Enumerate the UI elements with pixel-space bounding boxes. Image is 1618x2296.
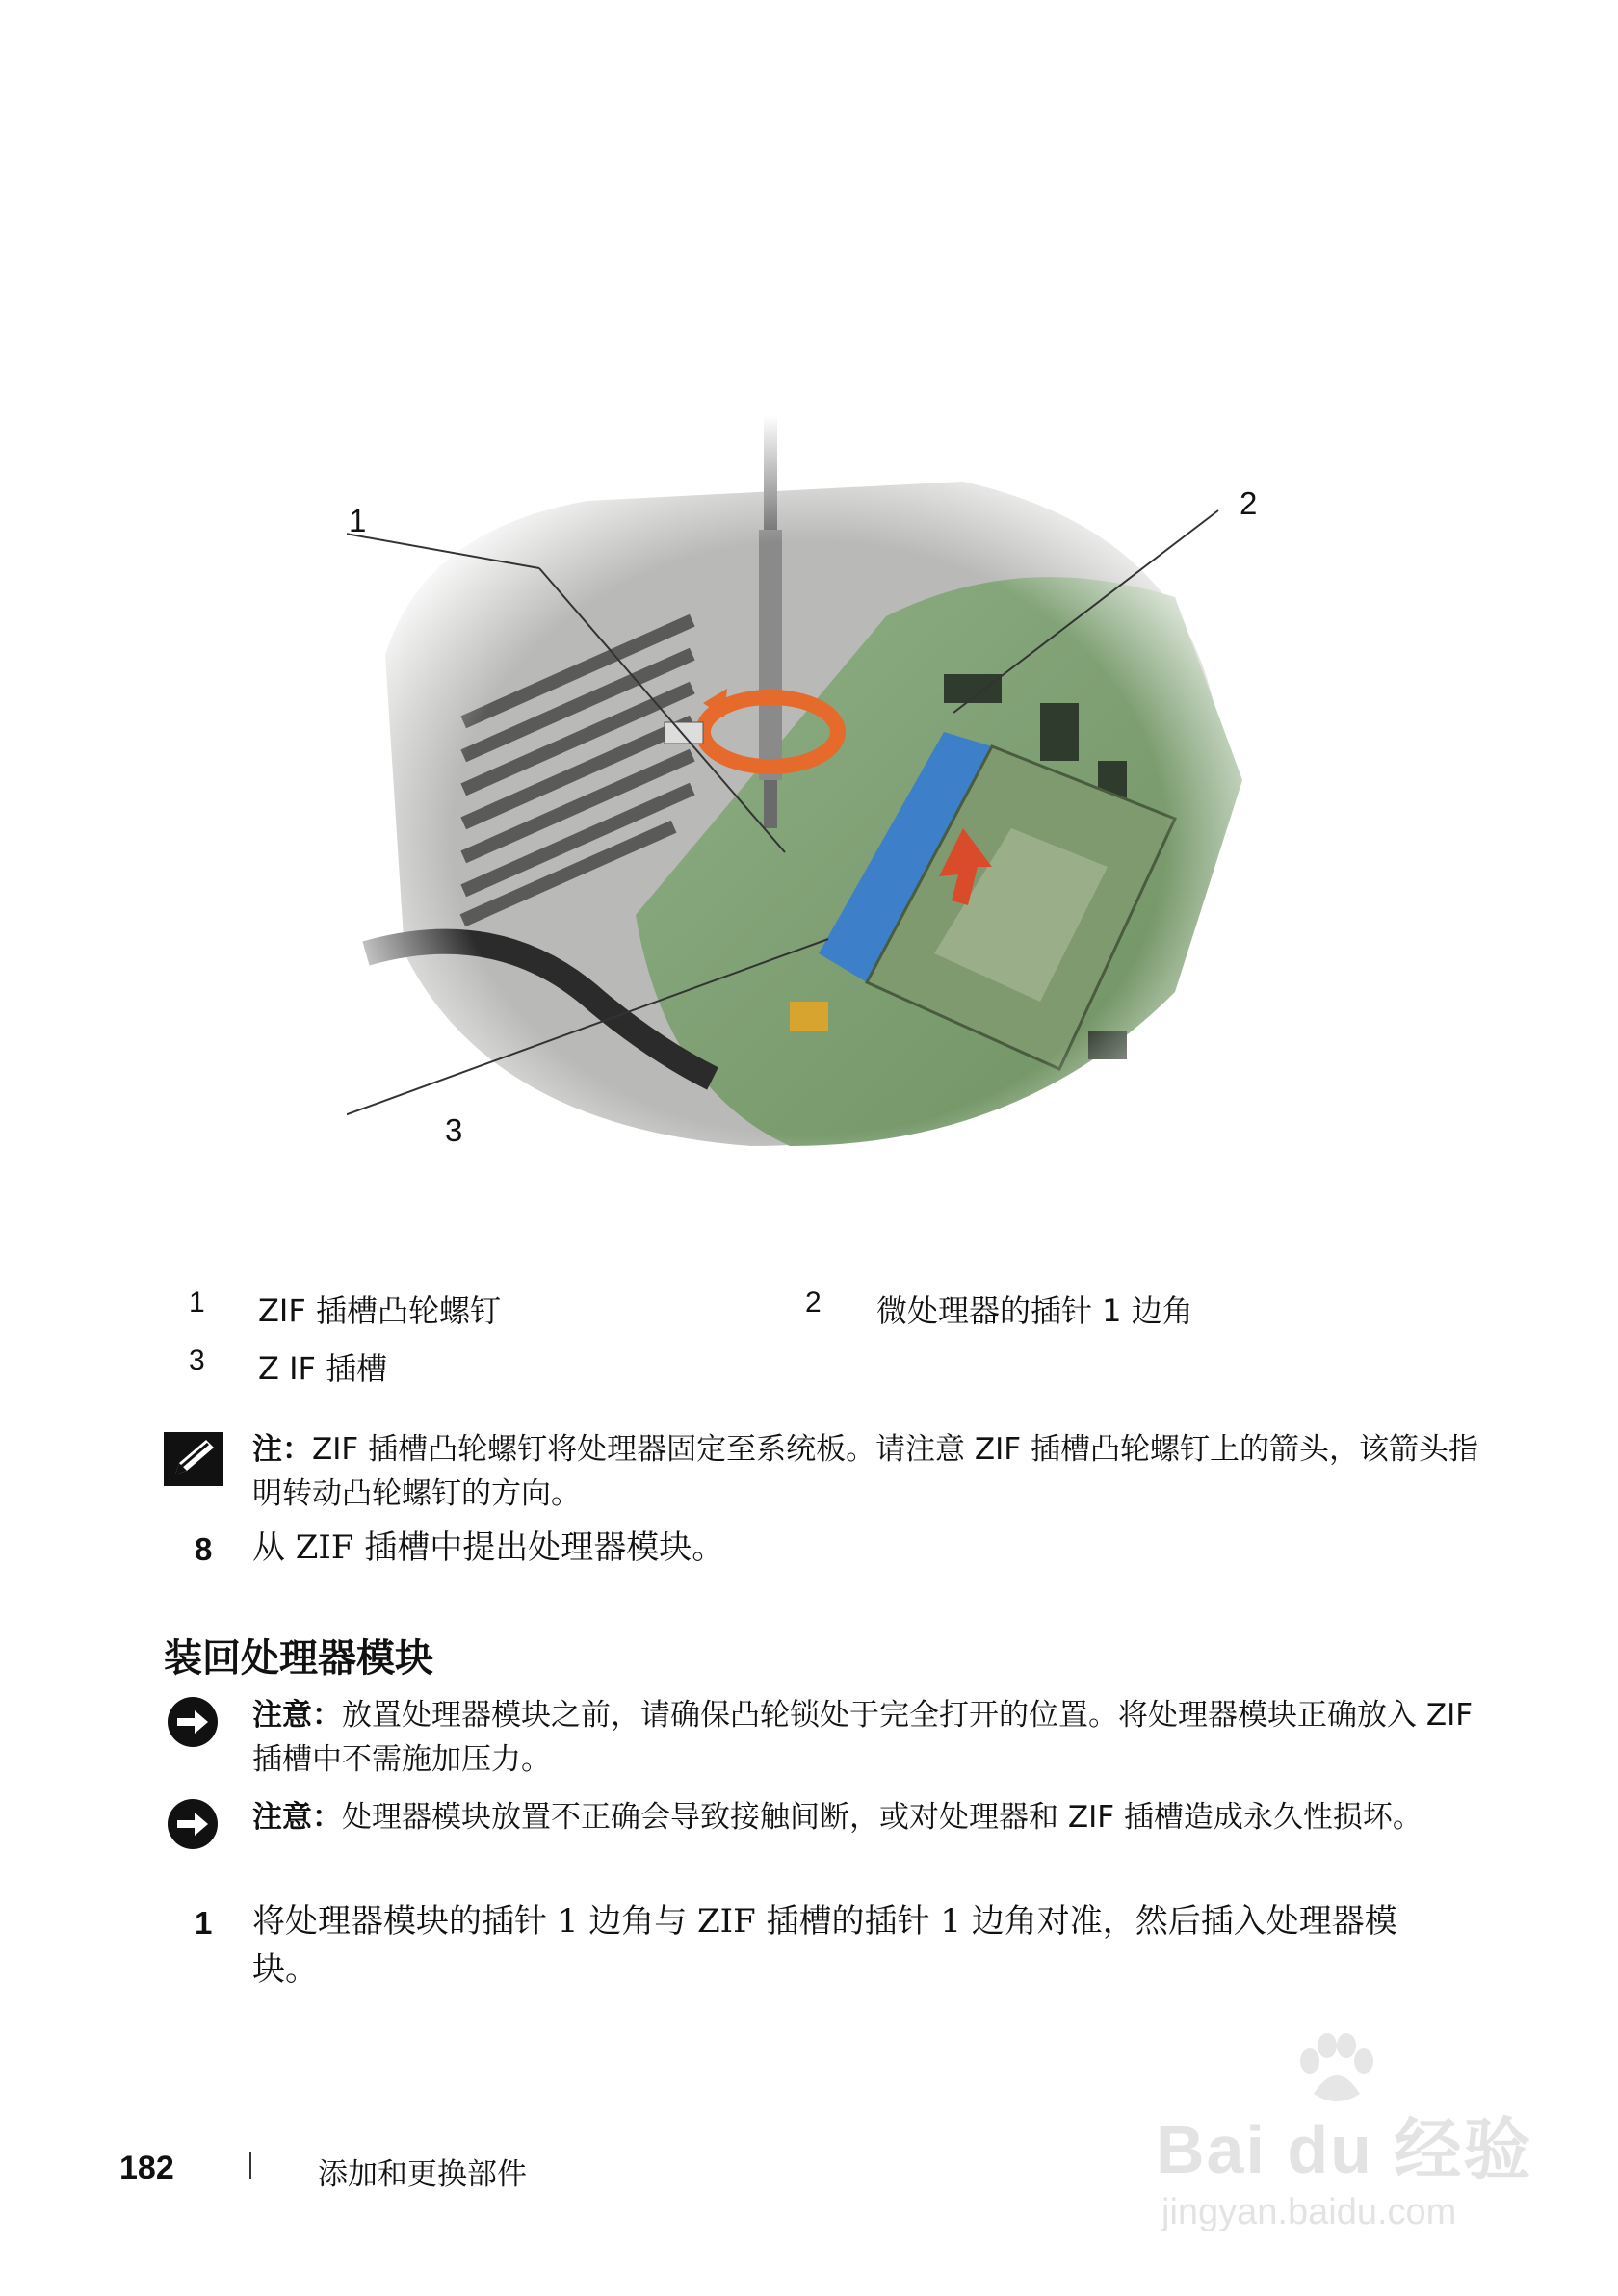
page-number: 182 xyxy=(119,2150,174,2186)
notice-2-body: 处理器模块放置不正确会导致接触间断，或对处理器和 ZIF 插槽造成永久性损坏。 xyxy=(342,1800,1422,1835)
notice-2-text xyxy=(252,1795,1504,1839)
notice-icon xyxy=(166,1797,220,1851)
pencil-note-icon xyxy=(164,1432,223,1486)
processor-illustration xyxy=(347,414,1271,1185)
notice-1-label: 注意： xyxy=(252,1698,342,1733)
step-1-text: 将处理器模块的插针 1 边角与 ZIF 插槽的插针 1 边角对准，然后插入处理器模块。 xyxy=(252,1902,1397,1989)
footer-chapter-title: 添加和更换部件 xyxy=(318,2157,527,2192)
notice-icon xyxy=(166,1695,220,1749)
callout-3: 3 xyxy=(445,1112,463,1148)
legend-text-2: 微处理器的插针 1 边角 xyxy=(876,1292,1193,1329)
legend-num-2: 2 xyxy=(805,1287,822,1318)
legend-num-1: 1 xyxy=(189,1287,205,1318)
step-8-text: 从 ZIF 插槽中提出处理器模块。 xyxy=(252,1528,725,1567)
baidu-url-text: jingyan.baidu.com xyxy=(1161,2192,1457,2232)
footer-separator xyxy=(249,2152,251,2179)
notice-1-text xyxy=(252,1693,1504,1782)
note-text xyxy=(252,1427,1504,1516)
motherboard-drawing xyxy=(347,414,1271,1185)
note-body: ZIF 插槽凸轮螺钉将处理器固定至系统板。请注意 ZIF 插槽凸轮螺钉上的箭头，该箭头指明转动凸轮螺钉的方向。 xyxy=(252,1432,1478,1511)
legend-num-3: 3 xyxy=(189,1344,205,1376)
baidu-logo-text: Bai du 经验 xyxy=(1156,2112,1533,2187)
legend-text-1: ZIF 插槽凸轮螺钉 xyxy=(258,1292,501,1329)
step-1-number: 1 xyxy=(195,1905,213,1941)
legend-text-3: Z IF 插槽 xyxy=(258,1350,388,1387)
section-heading: 装回处理器模块 xyxy=(164,1636,433,1681)
note-label: 注： xyxy=(252,1432,312,1467)
notice-2-label: 注意： xyxy=(252,1800,342,1835)
callout-2: 2 xyxy=(1240,485,1258,521)
callout-1: 1 xyxy=(349,503,367,538)
step-8-number: 8 xyxy=(195,1531,213,1567)
notice-1-body: 放置处理器模块之前，请确保凸轮锁处于完全打开的位置。将处理器模块正确放入 ZIF 插槽中不需施加压力。 xyxy=(252,1698,1474,1777)
